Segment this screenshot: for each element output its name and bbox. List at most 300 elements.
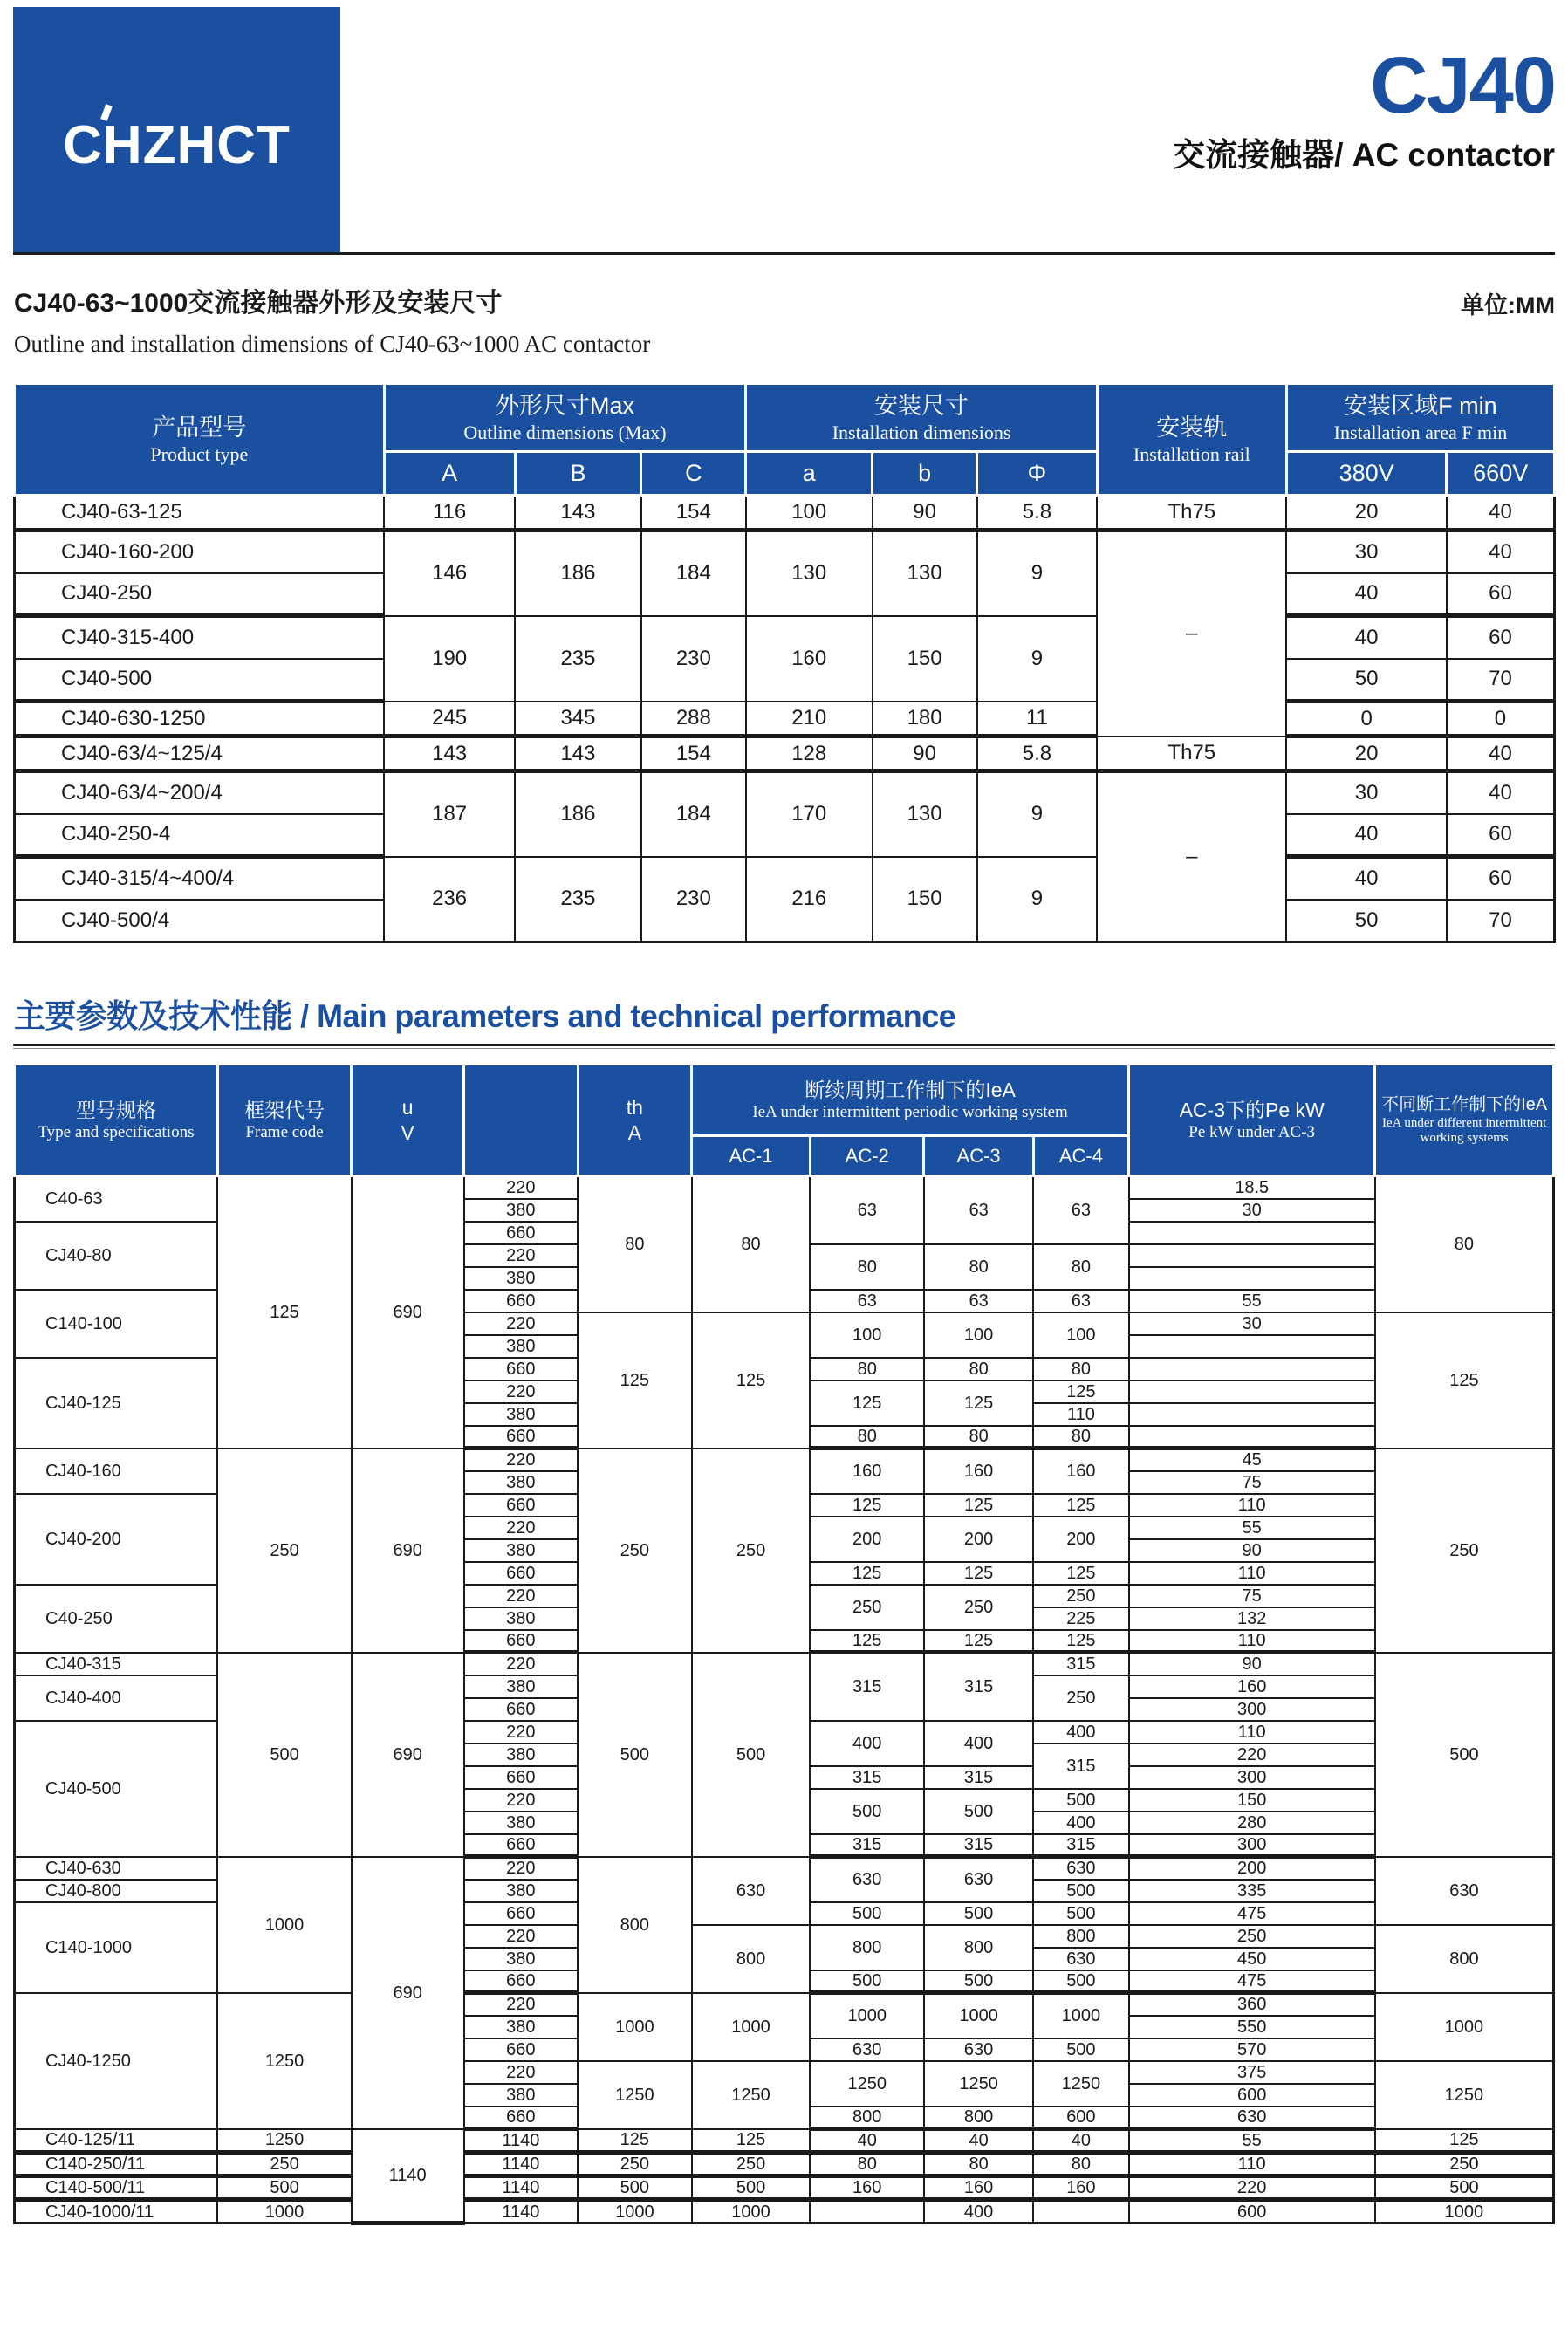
value-cell: 150 (873, 857, 977, 942)
value-cell: 200 (1129, 1857, 1375, 1880)
value-cell: 230 (641, 857, 746, 942)
t2-sub-ac3: AC-3 (924, 1136, 1033, 1176)
value-cell: 220 (1129, 2176, 1375, 2200)
t1-header-row (15, 384, 1555, 452)
value-cell: 1250 (217, 2129, 351, 2153)
value-cell: 250 (810, 1585, 924, 1630)
t2-type-zh: 型号规格 (75, 1099, 156, 1122)
value-cell: 380 (464, 1948, 579, 1970)
product-model-title: CJ40 (1370, 41, 1555, 130)
value-cell: 20 (1286, 496, 1447, 531)
type-cell: CJ40-800 (15, 1880, 218, 1902)
value-cell: 40 (924, 2129, 1033, 2153)
value-cell: 160 (1129, 1675, 1375, 1698)
value-cell: 630 (1033, 1857, 1128, 1880)
value-cell: 11 (977, 702, 1098, 736)
value-cell: 380 (464, 1880, 579, 1902)
table-row (15, 771, 1555, 814)
value-cell: 800 (1033, 1925, 1128, 1948)
value-cell: 125 (692, 2129, 811, 2153)
value-cell: 550 (1129, 2016, 1375, 2038)
value-cell: 1000 (1375, 2200, 1554, 2223)
value-cell: 1250 (1033, 2061, 1128, 2107)
value-cell: 1000 (810, 1993, 924, 2038)
value-cell: 70 (1447, 659, 1555, 702)
value-cell: 315 (810, 1766, 924, 1789)
value-cell: 380 (464, 1607, 579, 1630)
type-cell: CJ40-500/4 (15, 900, 385, 942)
t2-u-line1: u (401, 1095, 414, 1119)
value-cell: 160 (1033, 1449, 1128, 1494)
t1-rail-en: Installation rail (1133, 442, 1250, 465)
value-cell: 400 (810, 1721, 924, 1766)
value-cell: 315 (924, 1766, 1033, 1789)
value-cell (1129, 1403, 1375, 1426)
value-cell: 154 (641, 496, 746, 531)
value-cell: 70 (1447, 900, 1555, 942)
value-cell: 220 (464, 1585, 579, 1607)
unit-label: 单位:MM (1461, 292, 1555, 319)
value-cell: 160 (810, 2176, 924, 2200)
value-cell: 40 (1286, 616, 1447, 659)
type-cell: CJ40-630-1250 (15, 702, 385, 736)
value-cell: 630 (1033, 1948, 1128, 1970)
value-cell: 500 (578, 2176, 692, 2200)
value-cell (1129, 1244, 1375, 1267)
value-cell: 380 (464, 1675, 579, 1698)
value-cell: 143 (515, 736, 641, 771)
parameters-table (13, 1063, 1555, 2225)
value-cell: 380 (464, 1335, 579, 1358)
value-cell: 220 (464, 1789, 579, 1812)
value-cell: 660 (464, 1222, 579, 1244)
value-cell: 250 (924, 1585, 1033, 1630)
value-cell (1129, 1335, 1375, 1358)
value-cell: 380 (464, 1471, 579, 1494)
t2-col-ie-different (1375, 1065, 1554, 1176)
table-row (15, 1857, 1554, 1880)
value-cell: 660 (464, 1630, 579, 1653)
value-cell: 80 (810, 1244, 924, 1290)
value-cell: 187 (384, 771, 515, 857)
value-cell: 220 (464, 1857, 579, 1880)
value-cell: 300 (1129, 1834, 1375, 1857)
t2-th-line1: th (626, 1095, 643, 1119)
table-row (15, 1653, 1554, 1675)
value-cell: 80 (578, 1176, 692, 1312)
value-cell: 630 (1375, 1857, 1554, 1925)
value-cell: 116 (384, 496, 515, 531)
value-cell: 9 (977, 531, 1098, 616)
value-cell (1033, 2200, 1128, 2223)
value-cell: 110 (1129, 1630, 1375, 1653)
value-cell: 220 (464, 1244, 579, 1267)
t2-col-frame (217, 1065, 351, 1176)
value-cell: 235 (515, 616, 641, 702)
value-cell (1129, 1426, 1375, 1449)
value-cell: 80 (810, 1358, 924, 1380)
value-cell: 55 (1129, 1290, 1375, 1312)
value-cell: 1000 (578, 1993, 692, 2061)
value-cell: 450 (1129, 1948, 1375, 1970)
value-cell: 184 (641, 531, 746, 616)
value-cell: 90 (1129, 1539, 1375, 1562)
value-cell: 660 (464, 1766, 579, 1789)
value-cell: 600 (1129, 2084, 1375, 2107)
value-cell: 180 (873, 702, 977, 736)
dimensions-table (13, 382, 1556, 943)
product-subtitle: 交流接触器/ AC contactor (1173, 137, 1555, 173)
value-cell: 500 (1375, 1653, 1554, 1857)
t2-sub-ac4: AC-4 (1033, 1136, 1128, 1176)
value-cell: 630 (810, 2038, 924, 2061)
value-cell: 475 (1129, 1902, 1375, 1925)
value-cell: 100 (924, 1312, 1033, 1358)
value-cell: 30 (1286, 771, 1447, 814)
t2-ie-en1: IeA under different intermittent (1381, 1115, 1547, 1130)
table-row (15, 702, 1555, 736)
value-cell: 250 (1375, 2153, 1554, 2176)
value-cell: 660 (464, 1834, 579, 1857)
table-row (15, 2153, 1554, 2176)
t2-th-line2: A (627, 1120, 642, 1144)
value-cell: 190 (384, 616, 515, 702)
value-cell (1129, 1267, 1375, 1290)
value-cell: 5.8 (977, 736, 1098, 771)
value-cell: 1000 (692, 2200, 811, 2223)
value-cell: 690 (352, 1449, 464, 1653)
value-cell: 690 (352, 1857, 464, 2129)
t1-col-outline (384, 384, 746, 452)
value-cell: 30 (1129, 1199, 1375, 1222)
type-cell: C140-250/11 (15, 2153, 218, 2176)
value-cell: 1250 (578, 2061, 692, 2129)
type-cell: CJ40-315 (15, 1653, 218, 1675)
value-cell: 80 (1033, 1244, 1128, 1290)
section2-title: 主要参数及技术性能 / Main parameters and technical performance (14, 998, 956, 1034)
value-cell: 200 (1033, 1517, 1128, 1562)
value-cell: 660 (464, 1970, 579, 1993)
value-cell: 400 (924, 2200, 1033, 2223)
value-cell: 160 (746, 616, 873, 702)
value-cell: 800 (692, 1925, 811, 1993)
value-cell: 230 (641, 616, 746, 702)
t1-col-install (746, 384, 1097, 452)
type-cell: CJ40-500 (15, 659, 385, 702)
value-cell: 300 (1129, 1766, 1375, 1789)
value-cell: 800 (810, 2107, 924, 2129)
value-cell: 220 (464, 1380, 579, 1403)
value-cell: 110 (1129, 2153, 1375, 2176)
type-cell: C40-250 (15, 1585, 218, 1653)
t1-outline-en: Outline dimensions (Max) (463, 421, 667, 443)
value-cell: 1000 (1033, 1993, 1128, 2038)
table-row (15, 496, 1555, 531)
value-cell: 1140 (464, 2176, 579, 2200)
brand-logo (13, 7, 340, 254)
value-cell: 40 (1447, 496, 1555, 531)
value-cell: 500 (217, 1653, 351, 1857)
type-cell: CJ40-1000/11 (15, 2200, 218, 2223)
t2-col-pe (1129, 1065, 1375, 1176)
value-cell: 220 (464, 1993, 579, 2016)
value-cell: 660 (464, 1290, 579, 1312)
table-row (15, 857, 1555, 900)
value-cell: 60 (1447, 814, 1555, 857)
value-cell: 125 (924, 1380, 1033, 1426)
value-cell: 630 (924, 1857, 1033, 1902)
value-cell: 570 (1129, 2038, 1375, 2061)
value-cell: 475 (1129, 1970, 1375, 1993)
t1-sub-660v: 660V (1447, 452, 1555, 496)
value-cell: 5.8 (977, 496, 1098, 531)
t2-col-duty-group (692, 1065, 1129, 1136)
value-cell: 55 (1129, 1517, 1375, 1539)
t2-type-en: Type and specifications (38, 1122, 195, 1141)
value-cell: 60 (1447, 616, 1555, 659)
value-cell: 55 (1129, 2129, 1375, 2153)
value-cell: 315 (810, 1653, 924, 1721)
value-cell: 40 (1286, 573, 1447, 616)
value-cell: 500 (1033, 1880, 1128, 1902)
value-cell: 380 (464, 2084, 579, 2107)
value-cell: 146 (384, 531, 515, 616)
type-cell: CJ40-1250 (15, 1993, 218, 2129)
value-cell: 125 (810, 1630, 924, 1653)
value-cell: 184 (641, 771, 746, 857)
value-cell: 170 (746, 771, 873, 857)
value-cell: 1250 (217, 1993, 351, 2129)
value-cell: 130 (746, 531, 873, 616)
type-cell: C40-125/11 (15, 2129, 218, 2153)
value-cell: Th75 (1097, 736, 1286, 771)
value-cell: 160 (810, 1449, 924, 1494)
value-cell: 250 (692, 2153, 811, 2176)
t2-ie-en2: working systems (1420, 1131, 1509, 1145)
value-cell: 186 (515, 771, 641, 857)
section2-divider (13, 1044, 1555, 1049)
t1-outline-zh: 外形尺寸Max (495, 392, 634, 419)
table-row (15, 736, 1555, 771)
value-cell: 1000 (578, 2200, 692, 2223)
value-cell: 0 (1286, 702, 1447, 736)
value-cell: 40 (1447, 736, 1555, 771)
value-cell: 128 (746, 736, 873, 771)
value-cell: 90 (873, 496, 977, 531)
value-cell: 63 (1033, 1176, 1128, 1244)
value-cell: 500 (810, 1970, 924, 1993)
value-cell: 600 (1033, 2107, 1128, 2129)
value-cell: 600 (1129, 2200, 1375, 2223)
value-cell: 9 (977, 771, 1098, 857)
value-cell: 125 (924, 1562, 1033, 1585)
value-cell: 380 (464, 1403, 579, 1426)
value-cell: 500 (1033, 2038, 1128, 2061)
t2-col-type (15, 1065, 218, 1176)
value-cell: 1250 (692, 2061, 811, 2129)
value-cell: 315 (1033, 1744, 1128, 1789)
value-cell: 210 (746, 702, 873, 736)
type-cell: CJ40-630 (15, 1857, 218, 1880)
t1-sub-A: A (384, 452, 515, 496)
value-cell: 288 (641, 702, 746, 736)
value-cell: 380 (464, 2016, 579, 2038)
value-cell: 9 (977, 616, 1098, 702)
value-cell: 125 (692, 1312, 811, 1449)
value-cell: 40 (1033, 2129, 1128, 2153)
value-cell: 220 (464, 1925, 579, 1948)
value-cell: 360 (1129, 1993, 1375, 2016)
value-cell: 660 (464, 1902, 579, 1925)
value-cell: 220 (464, 1721, 579, 1744)
value-cell: 660 (464, 1562, 579, 1585)
value-cell: 250 (1033, 1585, 1128, 1607)
value-cell: 40 (1447, 771, 1555, 814)
value-cell (810, 2200, 924, 2223)
value-cell: 75 (1129, 1585, 1375, 1607)
value-cell: 690 (352, 1653, 464, 1857)
value-cell: 1250 (810, 2061, 924, 2107)
value-cell: 30 (1129, 1312, 1375, 1335)
value-cell: 150 (873, 616, 977, 702)
t2-frame-zh: 框架代号 (244, 1099, 325, 1122)
value-cell: 40 (1286, 814, 1447, 857)
value-cell: 63 (924, 1176, 1033, 1244)
table-row (15, 531, 1555, 573)
type-cell: CJ40-160 (15, 1449, 218, 1494)
value-cell: – (1097, 531, 1286, 736)
t2-duty-zh: 断续周期工作制下的IeA (805, 1079, 1016, 1102)
value-cell: 250 (578, 2153, 692, 2176)
value-cell: 630 (810, 1857, 924, 1902)
t1-install-en: Installation dimensions (832, 421, 1011, 443)
value-cell: 500 (1033, 1789, 1128, 1812)
value-cell: 220 (464, 1517, 579, 1539)
value-cell: 216 (746, 857, 873, 942)
type-cell: CJ40-500 (15, 1721, 218, 1857)
value-cell: 660 (464, 1358, 579, 1380)
value-cell: 110 (1129, 1494, 1375, 1517)
t2-u-line2: V (401, 1120, 414, 1144)
value-cell: 1250 (1375, 2061, 1554, 2129)
value-cell: 500 (692, 2176, 811, 2200)
brand-logo-text: CHZHCT (63, 115, 291, 175)
value-cell: 150 (1129, 1789, 1375, 1812)
value-cell: 800 (924, 2107, 1033, 2129)
value-cell: 125 (1033, 1630, 1128, 1653)
t2-pe-en: Pe kW under AC-3 (1188, 1122, 1316, 1141)
value-cell: 800 (924, 1925, 1033, 1970)
type-cell: CJ40-63-125 (15, 496, 385, 531)
value-cell: 280 (1129, 1812, 1375, 1834)
value-cell: 500 (924, 1902, 1033, 1925)
value-cell: 9 (977, 857, 1098, 942)
value-cell: 500 (578, 1653, 692, 1857)
value-cell: 315 (810, 1834, 924, 1857)
section1-title-zh: CJ40-63~1000交流接触器外形及安装尺寸 (14, 289, 503, 318)
value-cell: 200 (810, 1517, 924, 1562)
table-row (15, 1176, 1554, 1199)
value-cell: 110 (1129, 1721, 1375, 1744)
value-cell: 500 (1033, 1970, 1128, 1993)
value-cell: 80 (924, 2153, 1033, 2176)
value-cell: 80 (924, 1244, 1033, 1290)
type-cell: C140-1000 (15, 1902, 218, 1993)
type-cell: CJ40-63/4~200/4 (15, 771, 385, 814)
value-cell: 250 (578, 1449, 692, 1653)
value-cell: 125 (924, 1494, 1033, 1517)
t1-area-en: Installation area F min (1333, 421, 1508, 443)
value-cell: 0 (1447, 702, 1555, 736)
t1-product-zh: 产品型号 (152, 414, 247, 441)
value-cell: 1000 (924, 1993, 1033, 2038)
value-cell: 380 (464, 1199, 579, 1222)
value-cell: 130 (873, 531, 977, 616)
value-cell: 75 (1129, 1471, 1375, 1494)
value-cell: 630 (692, 1857, 811, 1925)
value-cell: 500 (1375, 2176, 1554, 2200)
value-cell: 132 (1129, 1607, 1375, 1630)
value-cell: 500 (1033, 1902, 1128, 1925)
value-cell: 125 (1033, 1494, 1128, 1517)
type-cell: CJ40-125 (15, 1358, 218, 1449)
value-cell: 250 (217, 1449, 351, 1653)
value-cell: 80 (810, 2153, 924, 2176)
value-cell: 1250 (924, 2061, 1033, 2107)
value-cell: 250 (692, 1449, 811, 1653)
value-cell: 160 (924, 2176, 1033, 2200)
t1-col-rail (1097, 384, 1286, 496)
type-cell: C140-100 (15, 1290, 218, 1358)
t1-sub-phi: Φ (977, 452, 1098, 496)
t2-ie-zh: 不同断工作制下的IeA (1381, 1094, 1548, 1114)
value-cell: 100 (810, 1312, 924, 1358)
value-cell: 220 (464, 1653, 579, 1675)
t1-area-zh: 安装区域F min (1344, 392, 1497, 419)
value-cell: 236 (384, 857, 515, 942)
value-cell: 500 (217, 2176, 351, 2200)
value-cell: 80 (692, 1176, 811, 1312)
value-cell: 80 (1033, 1426, 1128, 1449)
value-cell: – (1097, 771, 1286, 942)
value-cell: 80 (810, 1426, 924, 1449)
type-cell: CJ40-160-200 (15, 531, 385, 573)
value-cell: 125 (1375, 2129, 1554, 2153)
value-cell: 500 (924, 1789, 1033, 1834)
value-cell: 1140 (464, 2129, 579, 2153)
table-row (15, 2176, 1554, 2200)
value-cell: Th75 (1097, 496, 1286, 531)
value-cell: 125 (924, 1630, 1033, 1653)
t2-col-u (352, 1065, 464, 1176)
value-cell: 315 (1033, 1834, 1128, 1857)
value-cell: 63 (810, 1176, 924, 1244)
t1-body (15, 496, 1555, 942)
section1-title-en: Outline and installation dimensions of CJ40-63~1000 AC contactor (14, 331, 651, 357)
t2-sub-ac2: AC-2 (810, 1136, 924, 1176)
t1-sub-380v: 380V (1286, 452, 1447, 496)
t2-frame-en: Frame code (245, 1122, 324, 1141)
t1-sub-B: B (515, 452, 641, 496)
t2-body (15, 1176, 1554, 2223)
value-cell: 315 (1033, 1653, 1128, 1675)
value-cell: 335 (1129, 1880, 1375, 1902)
value-cell: 100 (1033, 1312, 1128, 1358)
value-cell: 235 (515, 857, 641, 942)
type-cell: CJ40-200 (15, 1494, 218, 1585)
value-cell: 345 (515, 702, 641, 736)
table-row (15, 1449, 1554, 1471)
